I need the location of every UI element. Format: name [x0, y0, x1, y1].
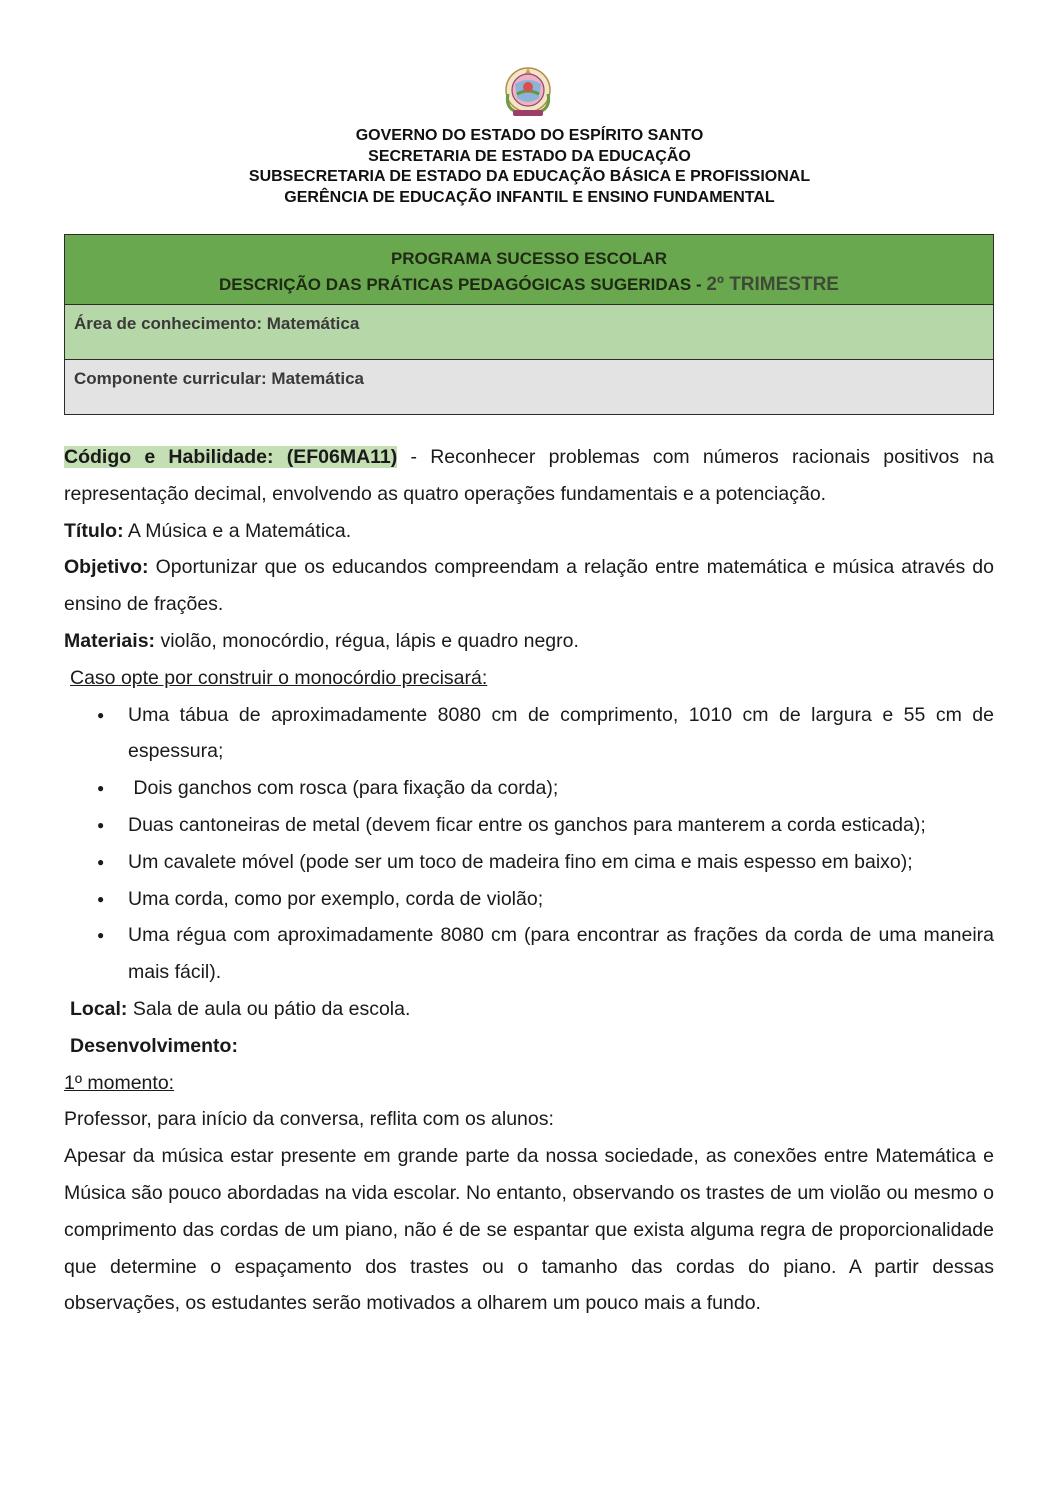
practice-description — [64, 439, 994, 1322]
build-intro-text: Caso opte por construir o monocórdio precisará: — [70, 666, 488, 689]
monochord-materials-list — [64, 697, 994, 991]
list-item: ● Uma corda, como por exemplo, corda de violão; — [128, 881, 994, 918]
list-item: ● Uma tábua de aproximadamente 8080 cm de comprimento, 1010 cm de largura e 55 cm de espessura; — [128, 697, 994, 771]
objective-label: Objetivo: — [64, 556, 149, 579]
title-text: A Música e a Matemática. — [123, 519, 352, 542]
program-info-table — [64, 234, 994, 415]
objective-paragraph — [64, 549, 994, 623]
header-line-secretariat: SECRETARIA DE ESTADO DA EDUCAÇÃO — [368, 147, 691, 165]
header-line-management: GERÊNCIA DE EDUCAÇÃO INFANTIL E ENSINO FUNDAMENTAL — [284, 188, 775, 206]
materials-label: Materiais: — [64, 629, 156, 652]
government-header — [0, 126, 1059, 208]
program-subtitle-text: DESCRIÇÃO DAS PRÁTICAS PEDAGÓGICAS SUGERIDAS - — [219, 275, 702, 294]
program-title-cell — [65, 235, 993, 305]
list-item: ● Dois ganchos com rosca (para fixação da corda); — [128, 770, 994, 807]
list-item: ● Duas cantoneiras de metal (devem ficar entre os ganchos para manterem a corda esticada); — [128, 807, 994, 844]
state-coat-of-arms-logo — [503, 64, 553, 120]
list-item: ● Um cavalete móvel (pode ser um toco de madeira fino em cima e mais espesso em baixo); — [128, 844, 994, 881]
local-label: Local: — [70, 997, 128, 1020]
development-heading: Desenvolvimento: — [70, 1034, 238, 1057]
trimester-label: 2º TRIMESTRE — [706, 274, 839, 295]
title-paragraph — [64, 513, 994, 550]
moment-paragraph — [64, 1065, 994, 1102]
music-math-paragraph: Apesar da música estar presente em grande parte da nossa sociedade, as conexões entre Matemática e Música são pouco abordadas na vida escolar. No entanto, observando os trastes de um violão ou mesmo o comprimento das cordas de um piano, não é de se espantar que exista alguma regra de proporcionalidade que determine o espaçamento dos trastes ou o tamanho das cordas do piano. A partir dessas observações, os estudantes serão motivados a olharem um pouco mais a fundo. — [64, 1145, 994, 1315]
knowledge-area-cell: Área de conhecimento: Matemática — [65, 305, 993, 360]
build-intro-paragraph — [64, 660, 994, 697]
program-subtitle — [65, 272, 993, 298]
skill-code-label: Código e Habilidade: (EF06MA11) — [64, 446, 398, 468]
header-line-subsecretariat: SUBSECRETARIA DE ESTADO DA EDUCAÇÃO BÁSICA E PROFISSIONAL — [248, 168, 811, 185]
skill-code-text: - Reconhecer problemas com números racionais positivos na representação decimal, envolvendo as quatro operações fundamentais e a potenciação. — [64, 446, 994, 505]
materials-paragraph — [64, 623, 994, 660]
materials-text: violão, monocórdio, régua, lápis e quadro negro. — [155, 629, 579, 652]
moment-1-label: 1º momento: — [64, 1071, 175, 1094]
local-paragraph — [64, 991, 994, 1028]
curricular-component-cell: Componente curricular: Matemática — [65, 360, 993, 414]
list-item: ● Uma régua com aproximadamente 8080 cm (para encontrar as frações da corda de uma maneira mais fácil). — [128, 917, 994, 991]
objective-text: Oportunizar que os educandos compreendam a relação entre matemática e música através do ensino de frações. — [64, 556, 994, 616]
teacher-intro-paragraph: Professor, para início da conversa, reflita com os alunos: — [64, 1108, 554, 1131]
local-text: Sala de aula ou pátio da escola. — [127, 997, 411, 1020]
program-title: PROGRAMA SUCESSO ESCOLAR — [390, 249, 668, 268]
title-label: Título: — [64, 519, 124, 542]
header-line-government: GOVERNO DO ESTADO DO ESPÍRITO SANTO — [355, 127, 704, 144]
skill-code-paragraph — [64, 439, 994, 513]
